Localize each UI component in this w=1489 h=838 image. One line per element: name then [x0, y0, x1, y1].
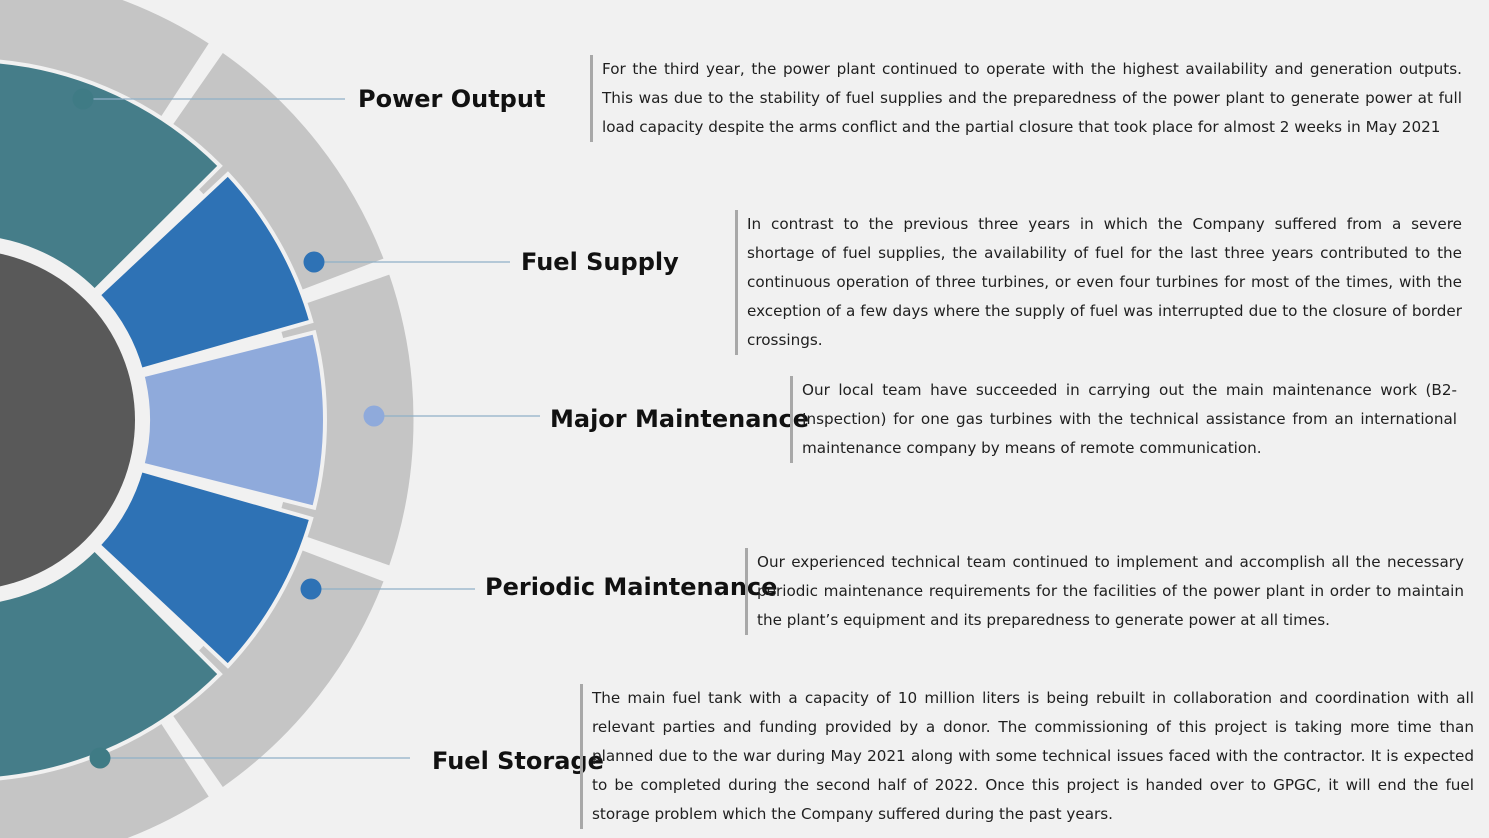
major-maintenance-description: Our local team have succeeded in carrying out the main maintenance work (B2-Inspection) for one gas turbines with the technical assistance from an international maintenance company by means of remote communication.: [790, 376, 1457, 463]
power-output-label: Power Output: [358, 85, 546, 113]
fuel-supply-marker-dot: [304, 252, 325, 273]
major-maintenance-label: Major Maintenance: [550, 405, 809, 433]
periodic-maintenance-marker-dot: [301, 579, 322, 600]
fuel-storage-description: The main fuel tank with a capacity of 10 million liters is being rebuilt in collaboration and coordination with all relevant parties and funding provided by a donor. The commissioning of this project is taking more time than planned due to the war during May 2021 along with some technical issues faced with the contractor. It is expected to be completed during the second half of 2022. Once this project is handed over to GPGC, it will end the fuel storage problem which the Company suffered during the past years.: [580, 684, 1474, 829]
fuel-supply-description: In contrast to the previous three years in which the Company suffered from a severe shortage of fuel supplies, the availability of fuel for the last three years contributed to the continuous operation of three turbines, or even four turbines for most of the times, with the exception of a few days where the supply of fuel was interrupted due to the closure of border crossings.: [735, 210, 1462, 355]
power-output-marker-dot: [73, 89, 94, 110]
power-output-description: For the third year, the power plant continued to operate with the highest availability and generation outputs. This was due to the stability of fuel supplies and the preparedness of the power plant to generate power at full load capacity despite the arms conflict and the partial closure that took place for almost 2 weeks in May 2021: [590, 55, 1462, 142]
major-maintenance-marker-dot: [364, 406, 385, 427]
fuel-supply-label: Fuel Supply: [521, 248, 679, 276]
periodic-maintenance-label: Periodic Maintenance: [485, 573, 778, 601]
fuel-storage-label: Fuel Storage: [432, 747, 604, 775]
periodic-maintenance-description: Our experienced technical team continued to implement and accomplish all the necessary periodic maintenance requirements for the facilities of the power plant in order to maintain the plant’s equipment and its preparedness to generate power at all times.: [745, 548, 1464, 635]
fuel-storage-marker-dot: [90, 748, 111, 769]
